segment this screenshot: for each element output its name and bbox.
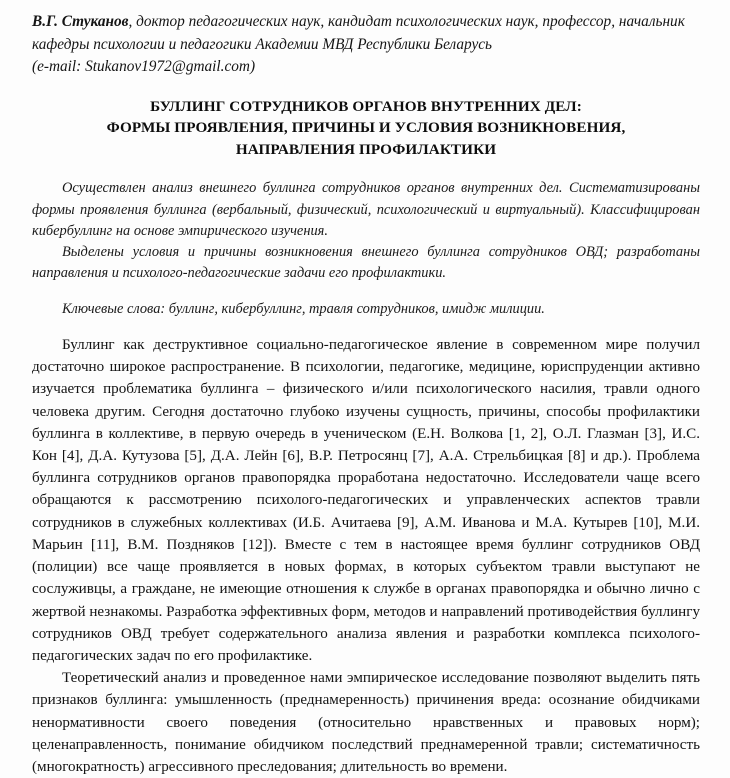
keywords-line: Ключевые слова: буллинг, кибербуллинг, травля сотрудников, имидж милиции. xyxy=(62,300,545,317)
author-block xyxy=(32,11,700,79)
article-title xyxy=(32,96,700,161)
abstract-paragraph-2: Выделены условия и причины возникновения внешнего буллинга сотрудников ОВД; разработаны направления и психолого-педагогические задачи его профилактики. xyxy=(32,244,700,282)
author-name: В.Г. Стуканов xyxy=(32,13,129,30)
author-email: (e-mail: Stukanov1972@gmail.com) xyxy=(32,58,256,76)
author-credentials: , доктор педагогических наук, кандидат психологических наук, профессор, начальник кафедры психологии и педагогики Академии МВД Республики Беларусь xyxy=(32,13,685,53)
body-paragraph-2: Теоретический анализ и проведенное нами эмпирическое исследование позволяют выделить пять признаков буллинга: умышленность (преднамеренность) причинения вреда: осознание обидчиками ненормативности своего поведения (относительно нравственных и правовых норм); целенаправленность, понимание обидчиком последствий преднамеренной травли; систематичность (многократность) агрессивного преследования; длительность во времени. xyxy=(32,670,700,775)
article-title-line-1: БУЛЛИНГ СОТРУДНИКОВ ОРГАНОВ ВНУТРЕННИХ ДЕЛ: xyxy=(150,97,582,115)
abstract-section xyxy=(32,178,700,284)
article-title-line-2: ФОРМЫ ПРОЯВЛЕНИЯ, ПРИЧИНЫ И УСЛОВИЯ ВОЗНИКНОВЕНИЯ, xyxy=(106,119,626,137)
abstract-paragraph-1: Осуществлен анализ внешнего буллинга сотрудников органов внутренних дел. Систематизированы формы проявления буллинга (вербальный, физический, психологический и виртуальный). Классифицирован кибербуллинг на основе эмпирического изучения. xyxy=(32,180,700,239)
body-text xyxy=(32,334,700,778)
body-paragraph-1: Буллинг как деструктивное социально-педагогическое явление в современном мире получил достаточно широкое распространение. В психологии, педагогике, медицине, юриспруденции активно изучается проблематика буллинга – физического и/или психологического насилия, травли одного человека другим. Сегодня достаточно глубоко изучены сущность, причины, способы профилактики буллинга в коллективе, в первую очередь в ученическом (Е.Н. Волкова [1, 2], О.Л. Глазман [3], И.С. Кон [4], Д.А. Кутузова [5], Д.А. Лейн [6], В.Р. Петросянц [7], А.А. Стрельбицкая [8] и др.). Проблема буллинга сотрудников органов правопорядка проработана недостаточно. Исследователи чаще всего обращаются к рассмотрению психолого-педагогических и управленческих аспектов травли сотрудников в служебных коллективах (И.Б. Ачитаева [9], А.М. Иванова и М.А. Кутырев [10], М.И. Марьин [11], В.М. Поздняков [12]). Вместе с тем в настоящее время буллинг сотрудников ОВД (полиции) все чаще проявляется в новых формах, в которых субъектом травли выступают не сослуживцы, а граждане, не имеющие отношения к службе в органах правопорядка и обычно лично с жертвой незнакомы. Разработка эффективных форм, методов и направлений противодействия буллингу сотрудников ОВД требует содержательного анализа явления и разработки комплекса психолого-педагогических задач по его профилактике. xyxy=(32,337,700,664)
article-title-line-3: НАПРАВЛЕНИЯ ПРОФИЛАКТИКИ xyxy=(235,140,497,158)
